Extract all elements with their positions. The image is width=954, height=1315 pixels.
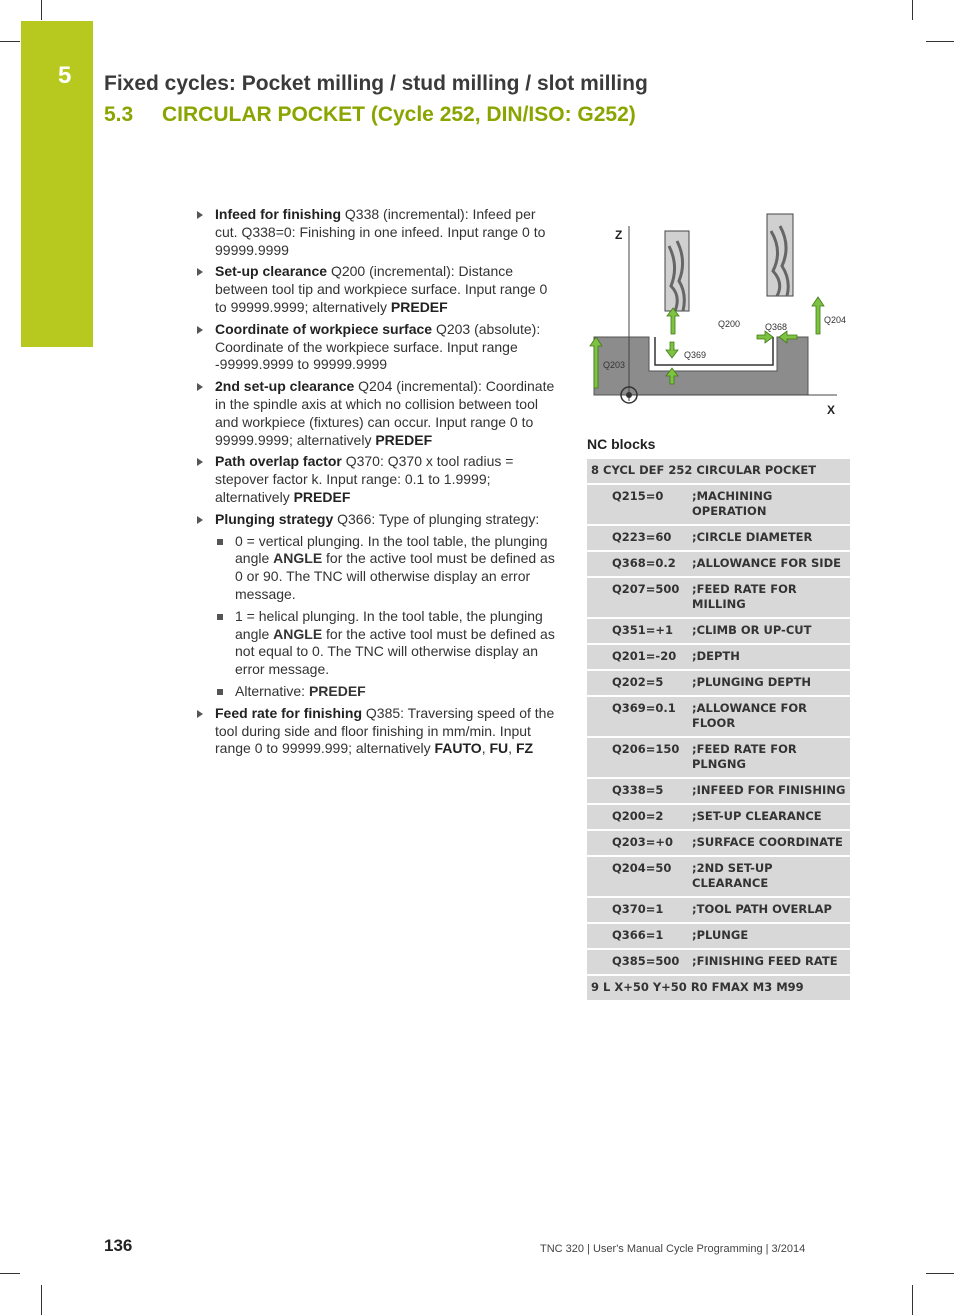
nc-row	[587, 737, 850, 778]
param-desc: Q366: Type of plunging strategy:	[333, 510, 540, 527]
q368-label: Q368	[765, 322, 788, 332]
param-name: 2nd set-up clearance	[215, 378, 355, 395]
crop-mark	[912, 0, 913, 20]
option-item	[193, 608, 555, 679]
nc-row	[587, 949, 850, 975]
param-name: Coordinate of workpiece surface	[215, 320, 433, 337]
param-item	[193, 321, 555, 374]
nc-comment: ;MACHINING OPERATION	[688, 484, 850, 525]
bullet-triangle-icon	[197, 268, 203, 276]
nc-code: Q207=500	[587, 577, 688, 618]
nc-comment: ;PLUNGE	[688, 923, 850, 949]
option-keyword: ANGLE	[273, 550, 323, 567]
param-name: Infeed for finishing	[215, 206, 341, 222]
page-number: 136	[104, 1236, 133, 1255]
nc-code: Q200=2	[587, 804, 688, 830]
param-alt: FU	[489, 740, 509, 757]
param-desc: Q203 (absolute): Coordinate of the workpiece surface. Input range -99999.9999 to 99999.9999	[215, 320, 541, 373]
nc-row	[587, 923, 850, 949]
nc-comment: ;FEED RATE FOR MILLING	[688, 577, 850, 618]
nc-code: Q366=1	[587, 923, 688, 949]
param-alt: PREDEF	[293, 488, 351, 505]
chapter-tab	[21, 21, 93, 347]
nc-blocks-label: NC blocks	[587, 436, 656, 452]
nc-code: Q215=0	[587, 484, 688, 525]
crop-mark	[0, 41, 20, 42]
nc-row	[587, 577, 850, 618]
param-item	[193, 453, 555, 506]
origin-dot	[626, 392, 632, 398]
param-alt: FAUTO	[434, 740, 482, 757]
option-text: 1 = helical plunging. In the tool table, the plunging angle	[235, 607, 543, 642]
nc-code: Q338=5	[587, 778, 688, 804]
parameter-list	[193, 206, 555, 762]
footer-text: TNC 320 | User's Manual Cycle Programming | 3/2014	[540, 1243, 806, 1255]
allowance-band	[649, 337, 777, 371]
param-name: Feed rate for finishing	[215, 704, 363, 721]
nc-comment: ;CLIMB OR UP-CUT	[688, 618, 850, 644]
nc-code: Q203=+0	[587, 830, 688, 856]
chapter-number: 5	[58, 62, 72, 89]
nc-code: Q369=0.1	[587, 696, 688, 737]
q200-arrow	[667, 308, 679, 334]
nc-row	[587, 670, 850, 696]
crop-mark	[926, 41, 954, 42]
param-item	[193, 511, 555, 529]
nc-comment: ;SURFACE COORDINATE	[688, 830, 850, 856]
option-item	[193, 533, 555, 604]
crop-mark	[41, 1285, 42, 1315]
option-text: Alternative:	[235, 682, 309, 699]
param-item	[193, 206, 555, 259]
nc-block-table	[587, 459, 850, 1002]
bullet-triangle-icon	[197, 211, 203, 219]
bullet-triangle-icon	[197, 383, 203, 391]
nc-row	[587, 696, 850, 737]
nc-comment: ;INFEED FOR FINISHING	[688, 778, 850, 804]
param-desc: Q338 (incremental): Infeed per cut. Q338=0: Finishing in one infeed. Input range 0 to 99999.9999	[215, 206, 546, 258]
param-desc: Q370: Q370 x tool radius = stepover factor k. Input range: 0.1 to 1.9999; alternatively	[215, 453, 514, 505]
nc-code: Q351=+1	[587, 618, 688, 644]
param-desc: Q385: Traversing speed of the tool during side and floor finishing in mm/min. Input range 0 to 99999.999; alternatively	[215, 704, 555, 757]
nc-code: Q202=5	[587, 670, 688, 696]
section-number: 5.3	[104, 103, 134, 126]
nc-row-last	[587, 975, 850, 1001]
nc-code: Q206=150	[587, 737, 688, 778]
nc-comment: ;FEED RATE FOR PLNGNG	[688, 737, 850, 778]
axis-z-label: Z	[615, 228, 623, 242]
param-desc: Q204 (incremental): Coordinate in the spindle axis at which no collision between tool and workpiece (fixtures) can occur. Input range 0 to 99999.9999; alternatively	[215, 378, 555, 448]
nc-comment: ;PLUNGING DEPTH	[688, 670, 850, 696]
option-text: for the active tool must be defined as not equal to 0. The TNC will otherwise display an error message.	[235, 625, 555, 678]
nc-comment: ;CIRCLE DIAMETER	[688, 525, 850, 551]
crop-mark	[912, 1285, 913, 1315]
crop-mark	[0, 1273, 20, 1274]
bullet-triangle-icon	[197, 458, 203, 466]
option-text: 0 = vertical plunging. In the tool table, the plunging angle	[235, 532, 548, 567]
nc-row	[587, 644, 850, 670]
section-title: CIRCULAR POCKET (Cycle 252, DIN/ISO: G252)	[162, 103, 636, 126]
nc-row	[587, 804, 850, 830]
option-text: for the active tool must be defined as 0 or 90. The TNC will otherwise display an error message.	[235, 550, 555, 602]
bullet-triangle-icon	[197, 326, 203, 334]
nc-comment: ;ALLOWANCE FOR SIDE	[688, 551, 850, 577]
param-item	[193, 263, 555, 316]
nc-row	[587, 484, 850, 525]
nc-code: Q223=60	[587, 525, 688, 551]
nc-comment: ;DEPTH	[688, 644, 850, 670]
nc-code: 9 L X+50 Y+50 R0 FMAX M3 M99	[587, 975, 850, 1001]
separator: ,	[508, 740, 516, 757]
chapter-title: Fixed cycles: Pocket milling / stud milling / slot milling	[104, 72, 648, 95]
q200-label: Q200	[718, 319, 741, 329]
q204-arrow	[812, 297, 824, 334]
param-item	[193, 705, 555, 758]
pocket-diagram	[587, 206, 850, 421]
nc-code: 8 CYCL DEF 252 CIRCULAR POCKET	[587, 459, 850, 484]
param-alt: PREDEF	[375, 431, 433, 448]
param-alt: FZ	[515, 740, 534, 757]
q203-label: Q203	[603, 360, 626, 370]
end-mill-right	[767, 214, 793, 296]
bullet-square-icon	[217, 689, 223, 695]
nc-row	[587, 856, 850, 897]
option-item	[193, 683, 555, 701]
bullet-square-icon	[217, 614, 223, 620]
nc-row	[587, 778, 850, 804]
nc-code: Q385=500	[587, 949, 688, 975]
nc-row	[587, 897, 850, 923]
nc-code: Q368=0.2	[587, 551, 688, 577]
nc-row	[587, 830, 850, 856]
nc-code: Q201=-20	[587, 644, 688, 670]
nc-row	[587, 551, 850, 577]
nc-comment: ;ALLOWANCE FOR FLOOR	[688, 696, 850, 737]
nc-comment: ;SET-UP CLEARANCE	[688, 804, 850, 830]
q369-label: Q369	[684, 350, 707, 360]
end-mill-left	[665, 231, 689, 311]
bullet-triangle-icon	[197, 710, 203, 718]
nc-row-first	[587, 459, 850, 484]
param-name: Plunging strategy	[215, 510, 334, 527]
param-alt: PREDEF	[390, 298, 448, 315]
option-keyword: PREDEF	[308, 682, 366, 699]
param-name: Set-up clearance	[215, 263, 328, 280]
nc-comment: ;2ND SET-UP CLEARANCE	[688, 856, 850, 897]
option-keyword: ANGLE	[273, 625, 323, 642]
param-item	[193, 378, 555, 449]
nc-code: Q370=1	[587, 897, 688, 923]
nc-comment: ;FINISHING FEED RATE	[688, 949, 850, 975]
separator: ,	[481, 740, 490, 757]
param-desc: Q200 (incremental): Distance between tool tip and workpiece surface. Input range 0 to 99999.9999; alternatively	[215, 263, 548, 315]
param-name: Path overlap factor	[215, 453, 342, 470]
q204-label: Q204	[824, 315, 847, 325]
axis-x-label: X	[827, 403, 836, 417]
nc-comment: ;TOOL PATH OVERLAP	[688, 897, 850, 923]
nc-row	[587, 618, 850, 644]
crop-mark	[926, 1273, 954, 1274]
bullet-triangle-icon	[197, 516, 203, 524]
section-heading	[104, 103, 636, 127]
crop-mark	[41, 0, 42, 20]
bullet-square-icon	[217, 539, 223, 545]
nc-row	[587, 525, 850, 551]
nc-code: Q204=50	[587, 856, 688, 897]
